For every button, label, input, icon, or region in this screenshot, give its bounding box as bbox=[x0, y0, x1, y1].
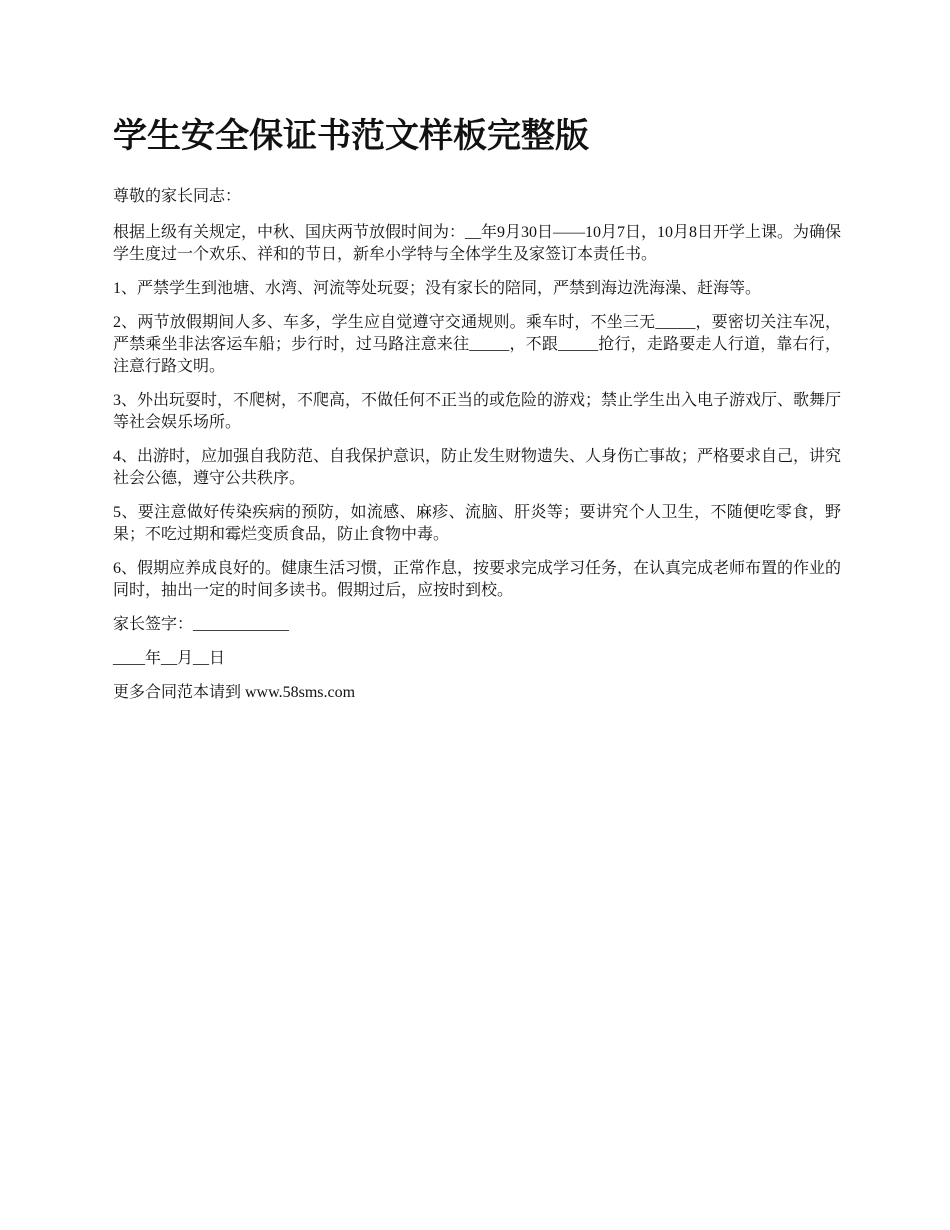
rule-item-3: 3、外出玩耍时，不爬树，不爬高，不做任何不正当的或危险的游戏；禁止学生出入电子游戏厅、歌舞厅等社会娱乐场所。 bbox=[113, 392, 842, 431]
parent-signature-line: 家长签字：____________ bbox=[113, 616, 290, 633]
document-page bbox=[113, 112, 841, 716]
footer-note: 更多合同范本请到 www.58sms.com bbox=[113, 684, 356, 701]
rule-item-1: 1、严禁学生到池塘、水湾、河流等处玩耍；没有家长的陪同，严禁到海边洗海澡、赶海等。 bbox=[113, 280, 762, 297]
greeting: 尊敬的家长同志： bbox=[113, 188, 242, 205]
document-title: 学生安全保证书范文样板完整版 bbox=[113, 116, 589, 156]
rule-item-5: 5、要注意做好传染疾病的预防，如流感、麻疹、流脑、肝炎等；要讲究个人卫生，不随便吃零食，野果；不吃过期和霉烂变质食品，防止食物中毒。 bbox=[113, 504, 841, 543]
rule-item-2: 2、两节放假期间人多、车多，学生应自觉遵守交通规则。乘车时，不坐三无_____，要密切关注车况，严禁乘坐非法客运车船；步行时，过马路注意来往_____，不跟_____抢行，走路要走人行道，靠右行，注意行路文明。 bbox=[113, 314, 841, 375]
date-line: ____年__月__日 bbox=[113, 650, 226, 667]
rule-item-4: 4、出游时，应加强自我防范、自我保护意识，防止发生财物遗失、人身伤亡事故；严格要求自己，讲究社会公德，遵守公共秩序。 bbox=[113, 448, 842, 487]
intro-paragraph: 根据上级有关规定，中秋、国庆两节放假时间为：__年9月30日——10月7日，10月8日开学上课。为确保学生度过一个欢乐、祥和的节日，新牟小学特与全体学生及家签订本责任书。 bbox=[113, 224, 842, 263]
rule-item-6: 6、假期应养成良好的。健康生活习惯，正常作息，按要求完成学习任务，在认真完成老师布置的作业的同时，抽出一定的时间多读书。假期过后，应按时到校。 bbox=[113, 560, 842, 599]
